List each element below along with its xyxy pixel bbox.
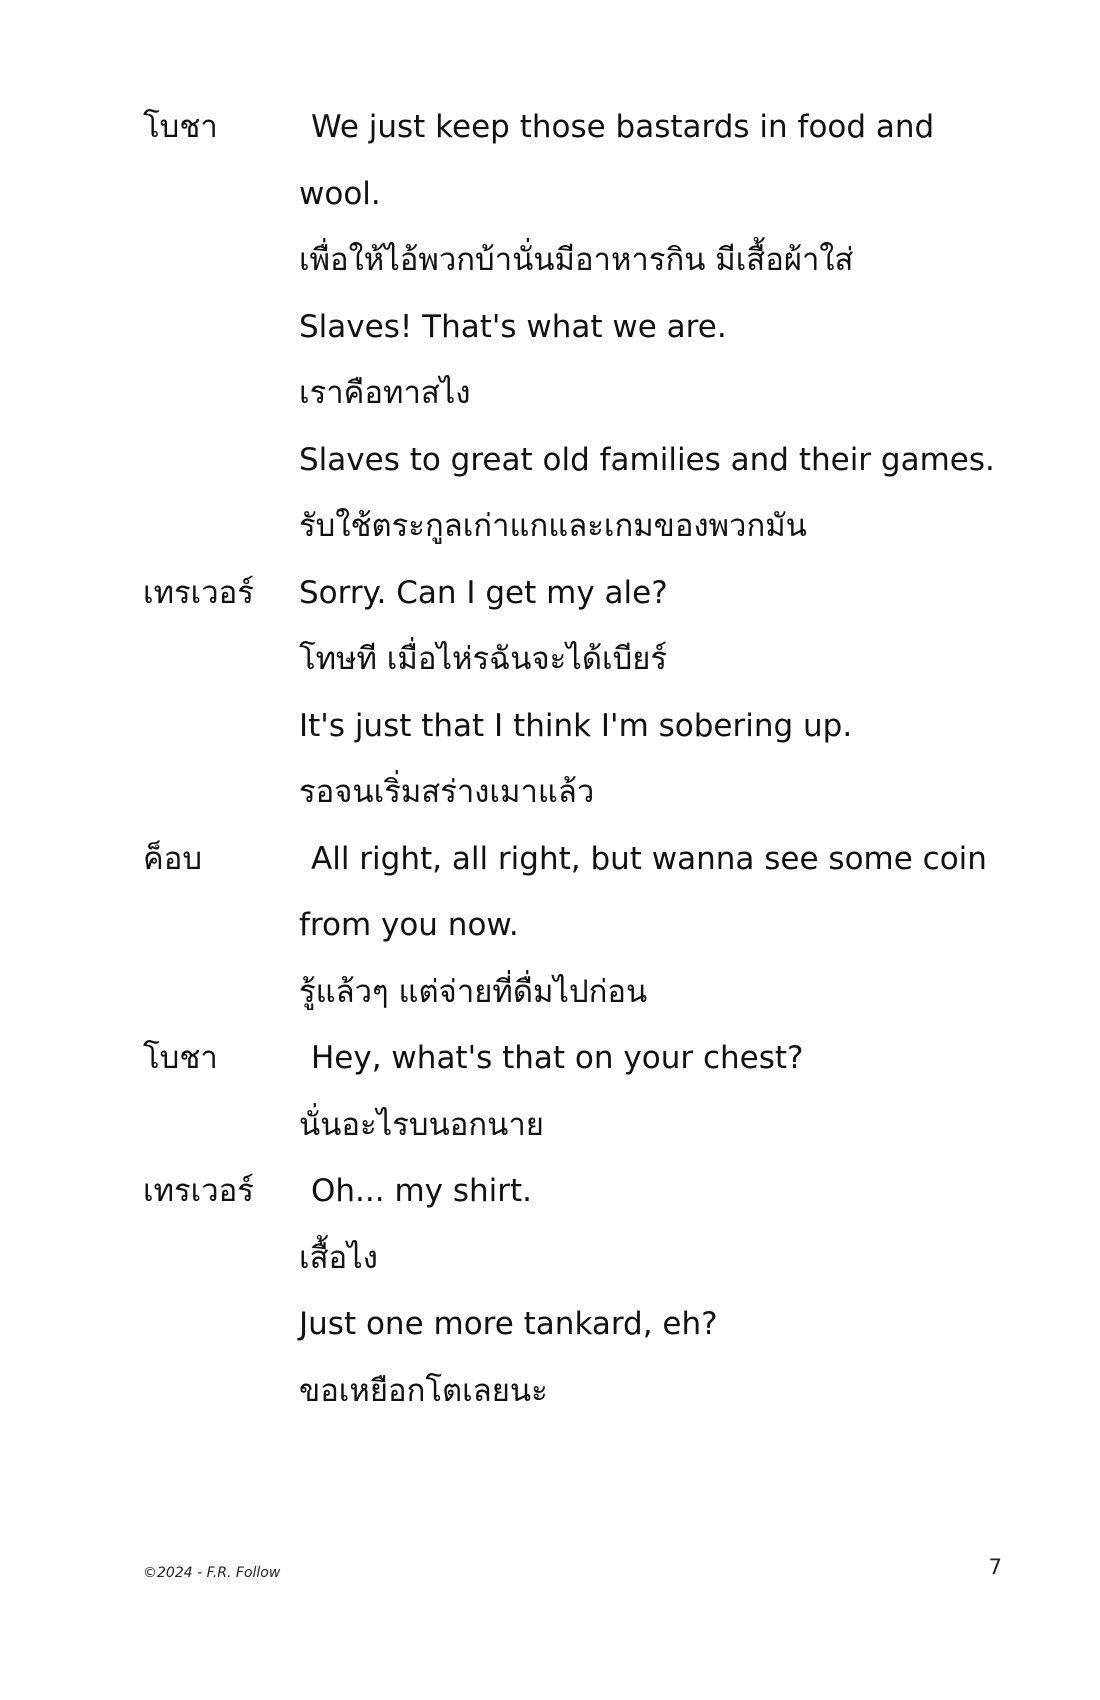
dialogue-line: Oh... my shirt. [311, 1173, 533, 1209]
dialogue-lines [299, 1158, 1003, 1424]
dialogue-block [143, 560, 1003, 826]
dialogue-lines [299, 560, 1003, 826]
dialogue-lines [299, 1025, 1003, 1158]
dialogue-line: เราคือทาสไง [299, 375, 471, 411]
copyright-notice: ©2024 - F.R. Follow [143, 1565, 281, 1581]
dialogue-line: It's just that I think I'm sobering up. [299, 707, 853, 744]
script-body [143, 94, 1003, 1424]
speaker-name: เทรเวอร์ [143, 574, 254, 611]
dialogue-line: Slaves! That's what we are. [299, 308, 727, 345]
dialogue-line: นั่นอะไรบนอกนาย [299, 1106, 544, 1143]
dialogue-line: โทษที เมื่อไห่รฉันจะได้เบียร์ [299, 641, 668, 677]
dialogue-line: Just one more tankard, eh? [299, 1306, 718, 1342]
dialogue-line: Hey, what's that on your chest? [311, 1040, 804, 1076]
speaker-name: โบชา [143, 109, 218, 145]
page-number: 7 [988, 1555, 1002, 1579]
dialogue-lines [299, 826, 1003, 1026]
dialogue-line: Slaves to great old families and their games. [299, 441, 995, 478]
dialogue-line: เสื้อไง [299, 1239, 378, 1276]
dialogue-line: รับใช้ตระกูลเก่าแกและเกมของพวกมัน [299, 508, 807, 544]
dialogue-block [143, 1158, 1003, 1424]
dialogue-line: รู้แล้วๆ แต่จ่ายที่ดื่มไปก่อน [299, 973, 648, 1010]
speaker-name: ค็อบ [143, 840, 203, 877]
dialogue-block [143, 1025, 1003, 1158]
dialogue-line: รอจนเริ่มสร่างเมาแล้ว [299, 774, 595, 810]
speaker-name: เทรเวอร์ [143, 1173, 254, 1209]
dialogue-block [143, 826, 1003, 1026]
dialogue-block [143, 94, 1003, 560]
dialogue-line: ขอเหยือกโตเลยนะ [299, 1372, 548, 1409]
dialogue-line: เพื่อให้ไอ้พวกบ้านั่นมีอาหารกิน มีเสื้อผ้าใส่ [299, 242, 854, 278]
dialogue-line: We just keep those bastards in food and wool. [299, 109, 935, 212]
dialogue-line: All right, all right, but wanna see some coin from you now. [299, 840, 987, 943]
dialogue-lines [299, 94, 1003, 560]
speaker-name: โบชา [143, 1040, 218, 1076]
dialogue-line: Sorry. Can I get my ale? [299, 574, 668, 611]
